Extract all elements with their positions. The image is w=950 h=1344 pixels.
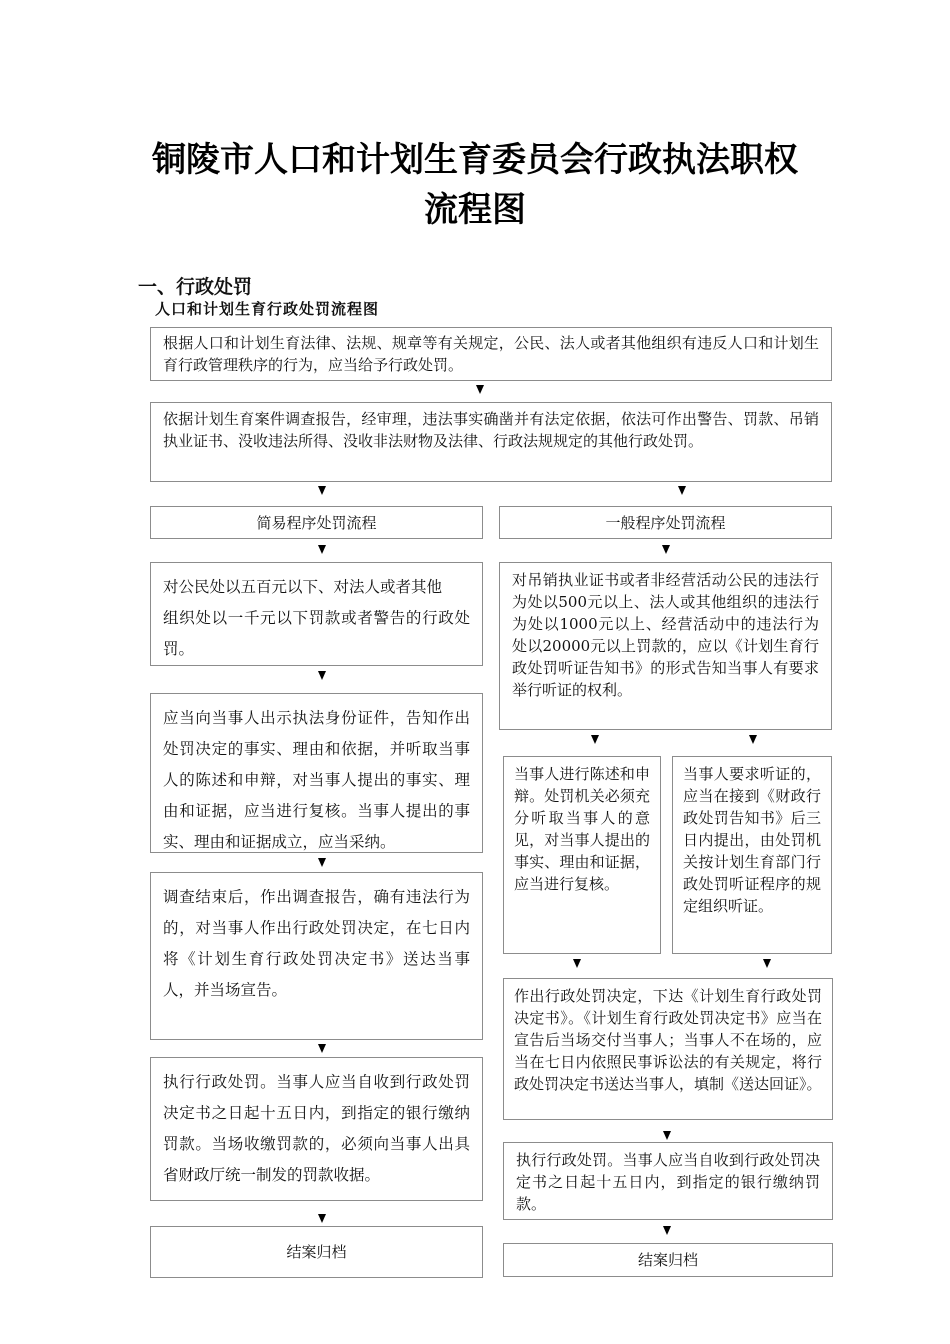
general-close-text: 结案归档 [637,1251,698,1269]
arrow-down-icon [318,1044,326,1053]
page-title-line2: 流程图 [424,190,526,230]
simple-decision-box [150,872,483,1040]
page-title-line1: 铜陵市人口和计划生育委员会行政执法职权 [152,140,798,180]
general-scope-text: 对吊销执业证书或者非经营活动公民的违法行为处以500元以上、法人或其他组织的违法行为处以1000元以上、经营活动中的违法行为处以20000元以上罚款的，应以《计划生育行政处罚听证告知书》的形式告知当事人有要求举行听证的权利。 [512,571,819,699]
arrow-down-icon [662,545,670,554]
arrow-down-icon [763,959,771,968]
general-statement-box [503,756,661,954]
simple-procedure-label: 简易程序处罚流程 [256,513,377,532]
basis-box [150,327,832,381]
general-scope-box [499,562,832,730]
general-procedure-header [499,506,832,539]
arrow-down-icon [678,486,686,495]
arrow-down-icon [318,858,326,867]
simple-scope-box [150,562,483,666]
simple-decision-text: 调查结束后，作出调查报告，确有违法行为的，对当事人作出行政处罚决定，在七日内将《计划生育行政处罚决定书》送达当事人，并当场宣告。 [163,888,470,999]
simple-execute-box [150,1057,483,1201]
simple-identify-text: 应当向当事人出示执法身份证件，告知作出处罚决定的事实、理由和依据，并听取当事人的陈述和申辩，对当事人提出的事实、理由和证据，应当进行复核。当事人提出的事实、理由和证据成立，应当采纳。 [163,709,470,851]
general-decision-text: 作出行政处罚决定，下达《计划生育行政处罚决定书》。《计划生育行政处罚决定书》应当在宣告后当场交付当事人；当事人不在场的，应当在七日内依照民事诉讼法的有关规定，将行政处罚决定书送达当事人，填制《送达回证》。 [514,987,822,1093]
general-procedure-label: 一般程序处罚流程 [605,513,726,532]
basis-text: 根据人口和计划生育法律、法规、规章等有关规定，公民、法人或者其他组织有违反人口和计划生育行政管理秩序的行为，应当给予行政处罚。 [163,334,819,374]
arrow-down-icon [476,385,484,394]
section-heading: 一、行政处罚 [138,276,253,298]
arrow-down-icon [318,545,326,554]
arrow-down-icon [749,735,757,744]
diagram-subtitle: 人口和计划生育行政处罚流程图 [155,300,380,318]
simple-execute-text: 执行行政处罚。当事人应当自收到行政处罚决定书之日起十五日内，到指定的银行缴纳罚款。当场收缴罚款的，必须向当事人出具省财政厅统一制发的罚款收据。 [163,1073,470,1184]
simple-procedure-header [150,506,483,539]
arrow-down-icon [591,735,599,744]
general-decision-box [503,978,833,1120]
general-hearing-box [672,756,832,954]
simple-scope-text: 对公民处以五百元以下、对法人或者其他 组织处以一千元以下罚款或者警告的行政处罚。 [163,578,470,658]
simple-identify-box [150,693,483,853]
general-statement-text: 当事人进行陈述和申辩。处罚机关必须充分听取当事人的意见，对当事人提出的事实、理由和证据，应当进行复核。 [514,765,650,893]
arrow-down-icon [663,1131,671,1140]
general-hearing-text: 当事人要求听证的，应当在接到《财政行政处罚告知书》后三日内提出，由处罚机关按计划生育部门行政处罚听证程序的规定组织听证。 [683,765,821,915]
review-text: 依据计划生育案件调查报告，经审理，违法事实确凿并有法定依据，依法可作出警告、罚款、吊销执业证书、没收违法所得、没收非法财物及法律、行政法规规定的其他行政处罚。 [163,410,819,450]
arrow-down-icon [573,959,581,968]
arrow-down-icon [318,1214,326,1223]
arrow-down-icon [318,486,326,495]
general-close-box [503,1243,833,1277]
simple-close-text: 结案归档 [286,1243,347,1261]
arrow-down-icon [663,1226,671,1235]
general-execute-text: 执行行政处罚。当事人应当自收到行政处罚决定书之日起十五日内，到指定的银行缴纳罚款。 [516,1151,820,1213]
simple-close-box [150,1226,483,1278]
review-box [150,402,832,482]
general-execute-box [503,1142,833,1220]
arrow-down-icon [318,671,326,680]
